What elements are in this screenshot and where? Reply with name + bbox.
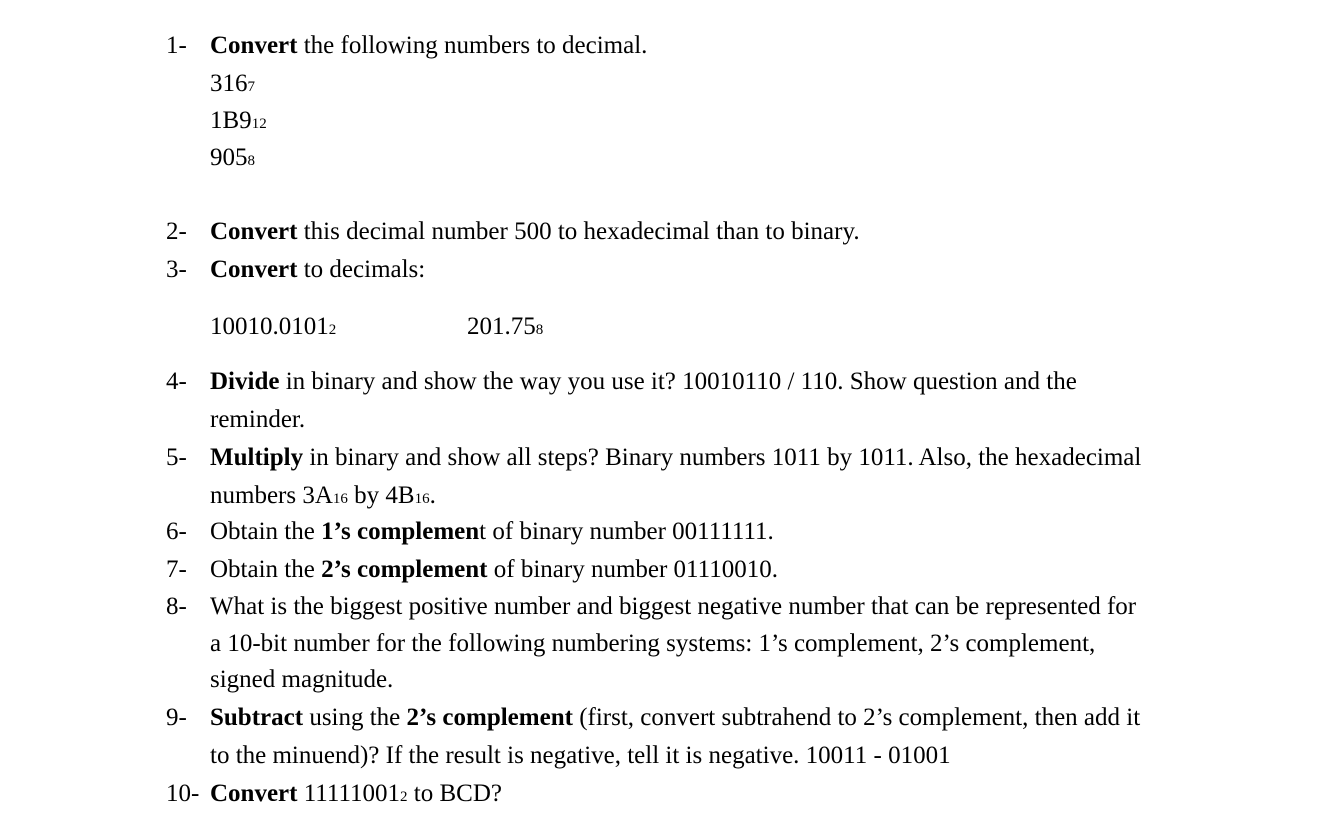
question-text: in binary and show all steps? Binary numbers 1011 by 1011. Also, the hexadecimal: [303, 444, 1142, 471]
q8-continuation-1: a 10-bit number for the following numbering systems: 1’s complement, 2’s complement,: [210, 630, 1096, 657]
keyword: Subtract: [210, 704, 304, 731]
worksheet: 1- Convert the following numbers to decimal. 3167 1B912 9058 2- Convert this decimal number 500 to hexadecimal than to binary. 3- Convert to decimals: 10010.01012 201.758 4- Divide in binary and show the way you use it? 10010110 / 110. Show question and the reminder. 5- Multiply in binary and show all steps? Binary numbers 1011 by 1011. Also, the hexadecimal numbers 3A16 by 4B16. 6- Obtain the 1’s complement of binary number 00111111. 7- Obtain the 2’s complement of binary number 01110010. 8- What is the biggest positive number and biggest negative number that can be represented for a 10-bit number for the following numbering systems: 1’s complement, 2’s complement, signed magnitude. 9- Subtract using the 2’s complement (first, convert subtrahend to 2’s complement, then add it to the minuend)? If the result is negative, tell it is negative. 10011 - 01001 10- Convert 111110012 to BCD?: [166, 32, 1142, 807]
keyword: 2’s complement: [321, 556, 488, 583]
question-text: this decimal number 500 to hexadecimal than to binary.: [297, 218, 860, 245]
keyword: Convert: [210, 218, 298, 245]
keyword: Convert: [210, 32, 298, 59]
question-number: 6-: [166, 518, 187, 545]
base-subscript: 8: [535, 322, 544, 338]
base-subscript: 2: [400, 789, 408, 805]
base-subscript: 7: [247, 79, 255, 95]
question-number: 4-: [166, 368, 187, 395]
question-text: t of binary number 00111111.: [479, 518, 774, 545]
question-text: (first, convert subtrahend to 2’s complement, then add it: [572, 704, 1141, 731]
question-number: 7-: [166, 556, 187, 583]
question-text: the following numbers to decimal.: [297, 32, 648, 59]
question-number: 2-: [166, 218, 187, 245]
q5-continuation: numbers 3A16 by 4B16.: [210, 482, 436, 509]
q8-continuation-2: signed magnitude.: [210, 666, 394, 693]
question-number: 9-: [166, 704, 187, 731]
question-text: of binary number 01110010.: [487, 556, 778, 583]
base-subscript: 16: [414, 491, 430, 507]
question-number: 1-: [166, 32, 187, 59]
keyword: Convert: [210, 256, 298, 283]
keyword: 1’s complemen: [321, 518, 480, 545]
keyword: Divide: [210, 368, 280, 395]
question-text: in binary and show the way you use it? 10010110 / 110. Show question and the: [279, 368, 1077, 395]
q3-value-b: 201.758: [467, 313, 544, 340]
question-text: to BCD?: [407, 780, 502, 807]
keyword: Multiply: [210, 444, 304, 471]
question-text: What is the biggest positive number and biggest negative number that can be represented for: [210, 593, 1137, 620]
keyword: 2’s complement: [406, 704, 573, 731]
base-subscript: 12: [251, 116, 267, 132]
base-subscript: 2: [328, 322, 337, 338]
keyword: Convert: [210, 780, 298, 807]
base-subscript: 8: [247, 153, 255, 169]
q4-continuation: reminder.: [210, 406, 306, 433]
question-number: 8-: [166, 593, 187, 620]
q1-item-1: 3167: [210, 70, 255, 97]
q3-value-a: 10010.01012: [210, 313, 337, 340]
question-number: 10-: [166, 780, 200, 807]
question-text: to decimals:: [297, 256, 426, 283]
base-subscript: 16: [332, 491, 348, 507]
q1-item-2: 1B912: [210, 107, 267, 134]
q9-continuation: to the minuend)? If the result is negative, tell it is negative. 10011 - 01001: [210, 742, 951, 769]
q1-item-3: 9058: [210, 144, 255, 171]
question-number: 3-: [166, 256, 187, 283]
question-number: 5-: [166, 444, 187, 471]
